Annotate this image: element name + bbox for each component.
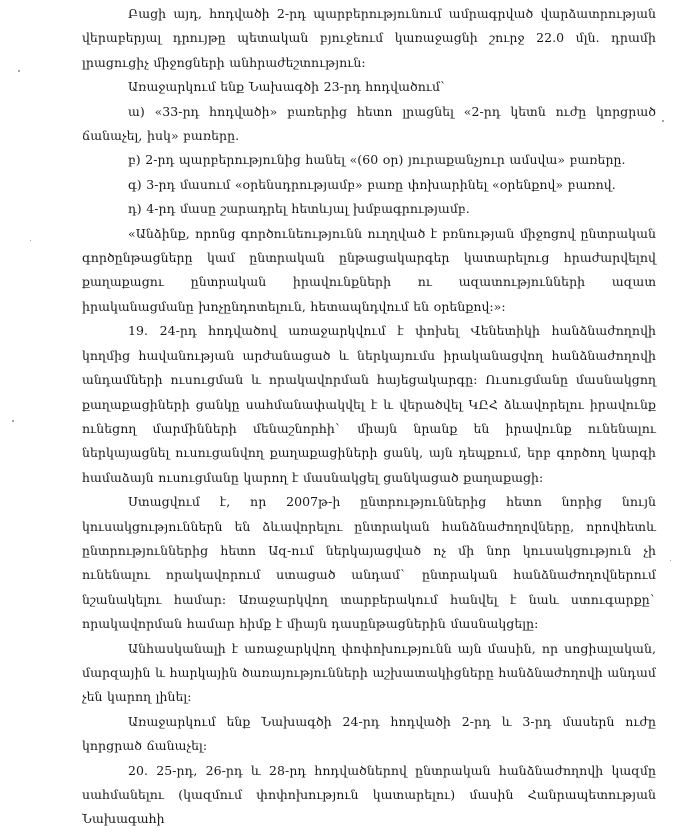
- paragraph-item-g: գ) 3-րդ մասում «օրենսդրությամբ» բառը փոխարինել «օրենքով» բառով.: [128, 176, 616, 192]
- paragraph-item-d: դ) 4-րդ մասը շարադրել հետևյալ խմբագրությամբ.: [128, 201, 470, 217]
- paragraph-item-a: ա) «33-րդ հոդվածի» բառերից հետո լրացնել «2-րդ կետն ուժը կորցրած ճանաչել, իսկ» բառերը.: [82, 103, 656, 144]
- paragraph-item-b: բ) 2-րդ պարբերությունից հանել «(60 օր) յուրաքանչյուր ամսվա» բառերը.: [128, 152, 626, 168]
- scan-speck: [18, 70, 20, 72]
- scan-speck: [30, 240, 31, 241]
- scan-speck: [12, 420, 14, 422]
- paragraph-quote: «Անձինք, որոնց գործունեությունն ուղղված է բռնության միջոցով ընտրական գործընթացները կամ ընտրական ընթացակարգեր կատարելուց հրաժարվելով քաղաքացու ընտրական իրավունքների ու ազատությունների ազատ իրականացմանը խոչընդոտելուն, հետապնդվում են օրենքով:»:: [82, 225, 656, 314]
- paragraph-proposal-24: Առաջարկում ենք Նախագծի 24-րդ հոդվածի 2-րդ և 3-րդ մասերն ուժը կորցրած ճանաչել:: [82, 713, 656, 754]
- paragraph-budget: Բացի այդ, հոդվածի 2-րդ պարբերությունում ամրագրված վարձատրության վերաբերյալ դրույթը պետական բյուջեում կառաջացնի շուրջ 22.0 մլն. դրամի լրացուցիչ միջոցների անհրաժեշտություն:: [82, 6, 656, 70]
- scan-speck: [670, 560, 671, 561]
- paragraph-19: 19. 24-րդ հոդվածով առաջարկվում է փոխել Վենետիկի հանձնաժողովի կողմից հավանության արժանացած և ներկայումս իրականացվող հանձնաժողովի անդամների ուսուցման և որակավորման հայեցակարգը: Ուսուցմանը մասնակցող քաղաքացիների ցանկը սահմանափակվել է և վերածվել ԿԸՀ ձևավորելու իրավունք ունեցող մարմինների մենաշնորհի` միայն նրանք են իրավունք ունենալու ներկայացնել ուսուցանվող քաղաքացիների ցանկ, այն դեպքում, երբ գործող կարգի համաձայն ուսուցմանը կարող է մասնակցել ցանկացած քաղաքացի:: [82, 323, 656, 485]
- scan-speck: [662, 120, 664, 122]
- paragraph-unclear: Անհասկանալի է առաջարկվող փոփոխությունն այն մասին, որ սոցիալական, մարզային և հարկային ծառայությունների աշխատակիցները հանձնաժողովի անդամ չեն կարող լինել:: [82, 640, 656, 705]
- paragraph-2007: Ստացվում է, որ 2007թ-ի ընտրություններից հետո նորից նույն կուսակցություններն են ձևավորելու ընտրական հանձնաժողովները, որովհետև ընտրություններից հետո Ազ-ում ներկայացված ոչ մի նոր կուսակցություն չի ունենալու որակավորում ստացած անդամ` ընտրական հանձնաժողովներում նշանակելու համար: Առաջարկվող տարբերակում հանվել է նաև ստուգարքը` որակավորման համար հիմք է միայն դասընթացներին մասնակցելը:: [82, 494, 656, 632]
- paragraph-20: 20. 25-րդ, 26-րդ և 28-րդ հոդվածներով ընտրական հանձնաժողովի կազմը սահմանելու (կազմում փոփոխություն կատարելու) մասին Հանրապետության Նախագահի: [82, 762, 656, 827]
- paragraph-proposal-23: Առաջարկում ենք Նախագծի 23-րդ հոդվածում`: [128, 79, 447, 95]
